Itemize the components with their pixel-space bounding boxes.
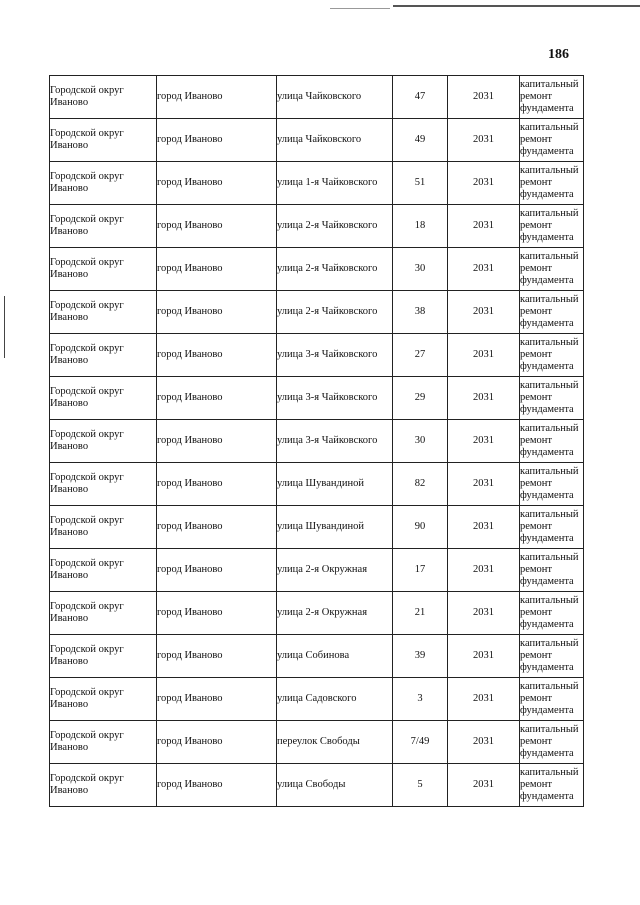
cell-street: улица 3-я Чайковского xyxy=(277,420,393,463)
cell-work-type: капитальный ремонт фундамента xyxy=(520,377,584,420)
cell-work-type: капитальный ремонт фундамента xyxy=(520,549,584,592)
cell-planned-year: 2031 xyxy=(448,248,520,291)
cell-settlement: город Иваново xyxy=(157,119,277,162)
cell-work-type: капитальный ремонт фундамента xyxy=(520,119,584,162)
table-row xyxy=(50,420,584,463)
cell-municipal-district: Городской округ Иваново xyxy=(50,377,157,420)
table-row xyxy=(50,549,584,592)
cell-house-number: 51 xyxy=(393,162,448,205)
cell-house-number: 29 xyxy=(393,377,448,420)
table-row xyxy=(50,678,584,721)
cell-house-number: 5 xyxy=(393,764,448,807)
cell-planned-year: 2031 xyxy=(448,506,520,549)
cell-planned-year: 2031 xyxy=(448,162,520,205)
cell-house-number: 27 xyxy=(393,334,448,377)
cell-street: улица Чайковского xyxy=(277,76,393,119)
cell-house-number: 90 xyxy=(393,506,448,549)
cell-settlement: город Иваново xyxy=(157,377,277,420)
cell-municipal-district: Городской округ Иваново xyxy=(50,248,157,291)
cell-settlement: город Иваново xyxy=(157,76,277,119)
cell-house-number: 30 xyxy=(393,420,448,463)
cell-street: улица 2-я Окружная xyxy=(277,592,393,635)
cell-work-type: капитальный ремонт фундамента xyxy=(520,291,584,334)
repair-schedule-table xyxy=(49,75,584,807)
cell-planned-year: 2031 xyxy=(448,334,520,377)
cell-municipal-district: Городской округ Иваново xyxy=(50,463,157,506)
cell-street: улица 3-я Чайковского xyxy=(277,377,393,420)
cell-house-number: 30 xyxy=(393,248,448,291)
cell-street: переулок Свободы xyxy=(277,721,393,764)
cell-municipal-district: Городской округ Иваново xyxy=(50,549,157,592)
cell-municipal-district: Городской округ Иваново xyxy=(50,119,157,162)
cell-work-type: капитальный ремонт фундамента xyxy=(520,420,584,463)
cell-settlement: город Иваново xyxy=(157,764,277,807)
cell-work-type: капитальный ремонт фундамента xyxy=(520,205,584,248)
cell-planned-year: 2031 xyxy=(448,549,520,592)
cell-street: улица 1-я Чайковского xyxy=(277,162,393,205)
cell-street: улица 3-я Чайковского xyxy=(277,334,393,377)
cell-settlement: город Иваново xyxy=(157,291,277,334)
cell-municipal-district: Городской округ Иваново xyxy=(50,420,157,463)
cell-settlement: город Иваново xyxy=(157,635,277,678)
cell-municipal-district: Городской округ Иваново xyxy=(50,205,157,248)
cell-municipal-district: Городской округ Иваново xyxy=(50,334,157,377)
cell-settlement: город Иваново xyxy=(157,549,277,592)
cell-street: улица Садовского xyxy=(277,678,393,721)
cell-street: улица Свободы xyxy=(277,764,393,807)
cell-planned-year: 2031 xyxy=(448,592,520,635)
cell-house-number: 47 xyxy=(393,76,448,119)
cell-municipal-district: Городской округ Иваново xyxy=(50,506,157,549)
table-row xyxy=(50,334,584,377)
cell-municipal-district: Городской округ Иваново xyxy=(50,678,157,721)
cell-work-type: капитальный ремонт фундамента xyxy=(520,248,584,291)
cell-street: улица Чайковского xyxy=(277,119,393,162)
cell-work-type: капитальный ремонт фундамента xyxy=(520,721,584,764)
table-row xyxy=(50,506,584,549)
cell-street: улица Собинова xyxy=(277,635,393,678)
table-body xyxy=(50,76,584,807)
cell-settlement: город Иваново xyxy=(157,463,277,506)
table-row xyxy=(50,248,584,291)
cell-work-type: капитальный ремонт фундамента xyxy=(520,76,584,119)
cell-settlement: город Иваново xyxy=(157,592,277,635)
table-row xyxy=(50,377,584,420)
cell-house-number: 21 xyxy=(393,592,448,635)
cell-house-number: 38 xyxy=(393,291,448,334)
cell-work-type: капитальный ремонт фундамента xyxy=(520,764,584,807)
table-row xyxy=(50,635,584,678)
table-row xyxy=(50,205,584,248)
cell-work-type: капитальный ремонт фундамента xyxy=(520,678,584,721)
cell-settlement: город Иваново xyxy=(157,721,277,764)
cell-settlement: город Иваново xyxy=(157,506,277,549)
top-edge-rule xyxy=(393,5,640,7)
cell-house-number: 3 xyxy=(393,678,448,721)
cell-planned-year: 2031 xyxy=(448,205,520,248)
cell-planned-year: 2031 xyxy=(448,291,520,334)
cell-street: улица 2-я Чайковского xyxy=(277,248,393,291)
cell-settlement: город Иваново xyxy=(157,248,277,291)
cell-street: улица 2-я Окружная xyxy=(277,549,393,592)
cell-settlement: город Иваново xyxy=(157,420,277,463)
cell-street: улица Шувандиной xyxy=(277,463,393,506)
cell-work-type: капитальный ремонт фундамента xyxy=(520,506,584,549)
cell-work-type: капитальный ремонт фундамента xyxy=(520,334,584,377)
cell-work-type: капитальный ремонт фундамента xyxy=(520,592,584,635)
cell-settlement: город Иваново xyxy=(157,205,277,248)
table-row xyxy=(50,463,584,506)
cell-house-number: 82 xyxy=(393,463,448,506)
cell-planned-year: 2031 xyxy=(448,678,520,721)
cell-planned-year: 2031 xyxy=(448,463,520,506)
cell-settlement: город Иваново xyxy=(157,162,277,205)
cell-settlement: город Иваново xyxy=(157,334,277,377)
cell-house-number: 49 xyxy=(393,119,448,162)
cell-house-number: 17 xyxy=(393,549,448,592)
cell-municipal-district: Городской округ Иваново xyxy=(50,721,157,764)
cell-work-type: капитальный ремонт фундамента xyxy=(520,635,584,678)
cell-street: улица Шувандиной xyxy=(277,506,393,549)
table-row xyxy=(50,76,584,119)
cell-street: улица 2-я Чайковского xyxy=(277,291,393,334)
page-number: 186 xyxy=(548,47,569,62)
cell-house-number: 39 xyxy=(393,635,448,678)
table-row xyxy=(50,721,584,764)
cell-planned-year: 2031 xyxy=(448,721,520,764)
top-edge-rule-faint xyxy=(330,8,390,9)
cell-planned-year: 2031 xyxy=(448,635,520,678)
cell-municipal-district: Городской округ Иваново xyxy=(50,291,157,334)
cell-municipal-district: Городской округ Иваново xyxy=(50,592,157,635)
table-row xyxy=(50,291,584,334)
cell-work-type: капитальный ремонт фундамента xyxy=(520,162,584,205)
cell-house-number: 18 xyxy=(393,205,448,248)
cell-municipal-district: Городской округ Иваново xyxy=(50,162,157,205)
table-row xyxy=(50,162,584,205)
cell-house-number: 7/49 xyxy=(393,721,448,764)
left-margin-mark xyxy=(4,296,5,358)
cell-work-type: капитальный ремонт фундамента xyxy=(520,463,584,506)
cell-planned-year: 2031 xyxy=(448,420,520,463)
table-row xyxy=(50,764,584,807)
cell-municipal-district: Городской округ Иваново xyxy=(50,764,157,807)
table-row xyxy=(50,119,584,162)
cell-municipal-district: Городской округ Иваново xyxy=(50,635,157,678)
cell-municipal-district: Городской округ Иваново xyxy=(50,76,157,119)
table-row xyxy=(50,592,584,635)
cell-planned-year: 2031 xyxy=(448,764,520,807)
cell-planned-year: 2031 xyxy=(448,119,520,162)
cell-planned-year: 2031 xyxy=(448,377,520,420)
cell-planned-year: 2031 xyxy=(448,76,520,119)
cell-settlement: город Иваново xyxy=(157,678,277,721)
cell-street: улица 2-я Чайковского xyxy=(277,205,393,248)
